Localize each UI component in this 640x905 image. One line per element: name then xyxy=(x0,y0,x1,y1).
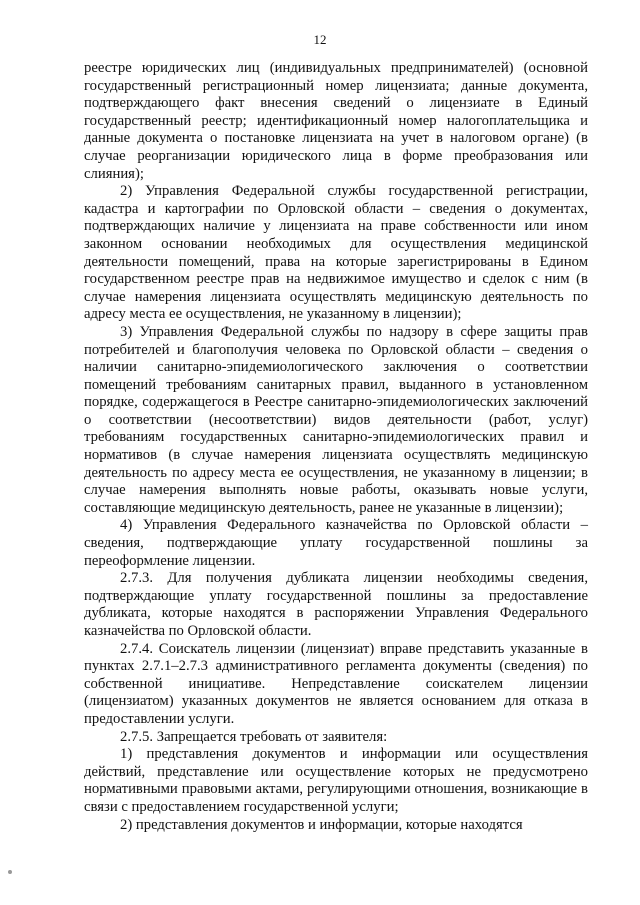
document-body xyxy=(84,60,588,834)
paragraph-rosreestr: 2) Управления Федеральной службы государственной регистрации, кадастра и картографии по Орловской области – сведения о документах, подтверждающих наличие у лицензиата на праве собственности или ином законном основании необходимых для осуществления медицинской деятельности помещений, права на которые зарегистрированы в Едином государственном реестре прав на недвижимое имущество и сделок с ним (в случае намерения лицензиата осуществлять медицинскую деятельность по адресу места ее осуществления, не указанному в лицензии); xyxy=(84,183,588,323)
paragraph-rospotrebnadzor: 3) Управления Федеральной службы по надзору в сфере защиты прав потребителей и благополучия человека по Орловской области – сведения о наличии санитарно-эпидемиологического заключения о соответствии помещений требованиям санитарных правил, выданного в установленном порядке, содержащегося в Реестре санитарно-эпидемиологических заключений о соответствии (несоответствии) видов деятельности (работ, услуг) требованиям государственных санитарно-эпидемиологических правил и нормативов (в случае намерения лицензиата осуществлять медицинскую деятельность по адресу места ее осуществления, не указанному в лицензии; в случае намерения выполнять новые работы, оказывать новые услуги, составляющие медицинскую деятельность, ранее не указанные в лицензии); xyxy=(84,323,588,516)
paragraph-2-7-4: 2.7.4. Соискатель лицензии (лицензиат) вправе представить указанные в пунктах 2.7.1–2.7.3 административного регламента документы (сведения) по собственной инициативе. Непредставление соискателем лицензии (лицензиатом) указанных документов не является основанием для отказа в предоставлении услуги. xyxy=(84,640,588,727)
paragraph-prohibition-1: 1) представления документов и информации или осуществления действий, представление или осуществление которых не предусмотрено нормативными правовыми актами, регулирующими отношения, возникающие в связи с предоставлением государственной услуги; xyxy=(84,746,588,815)
scan-edge-mark xyxy=(8,870,12,874)
paragraph-registry-continuation: реестре юридических лиц (индивидуальных предпринимателей) (основной государственный регистрационный номер лицензиата; данные документа, подтверждающего факт внесения сведений о лицензиате в Единый государственный реестр; идентификационный номер налогоплательщика и данные документа о постановке лицензиата на учет в налоговом органе) (в случае реорганизации юридического лица в форме преобразования или слияния); xyxy=(84,60,588,182)
page-number: 12 xyxy=(313,32,327,47)
paragraph-treasury: 4) Управления Федерального казначейства по Орловской области – сведения, подтверждающие уплату государственной пошлины за переоформление лицензии. xyxy=(84,517,588,569)
paragraph-prohibition-2: 2) представления документов и информации, которые находятся xyxy=(120,816,523,833)
paragraph-2-7-3: 2.7.3. Для получения дубликата лицензии необходимы сведения, подтверждающие уплату государственной пошлины за предоставление дубликата, которые находятся в распоряжении Управления Федерального казначейства по Орловской области. xyxy=(84,570,588,639)
paragraph-2-7-5: 2.7.5. Запрещается требовать от заявителя: xyxy=(120,728,388,745)
